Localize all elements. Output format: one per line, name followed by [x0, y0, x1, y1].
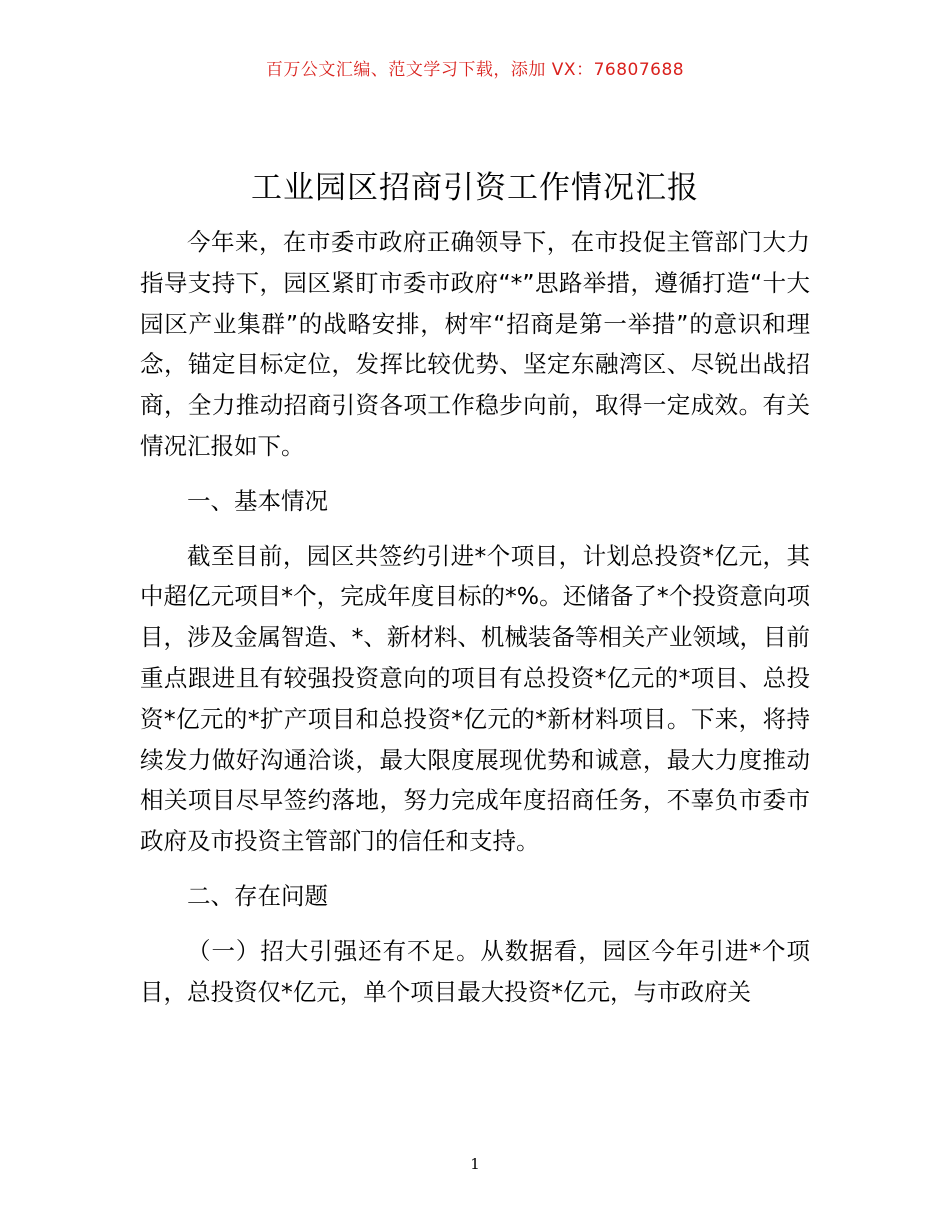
document-title: 工业园区招商引资工作情况汇报	[251, 170, 699, 206]
document-body	[140, 222, 810, 1012]
problem-paragraph-1: （一）招大引强还有不足。从数据看，园区今年引进*个项目，总投资仅*亿元，单个项目最大投资*亿元，与市政府关	[140, 936, 810, 1006]
basic-situation-paragraph: 截至目前，园区共签约引进*个项目，计划总投资*亿元，其中超亿元项目*个，完成年度目标的*%。还储备了*个投资意向项目，涉及金属智造、*、新材料、机械装备等相关产业领域，目前重点跟进且有较强投资意向的项目有总投资*亿元的*项目、总投资*亿元的*扩产项目和总投资*亿元的*新材料项目。下来，将持续发力做好沟通洽谈，最大限度展现优势和诚意，最大力度推动相关项目尽早签约落地，努力完成年度招商任务，不辜负市委市政府及市投资主管部门的信任和支持。	[140, 541, 810, 856]
section-heading-existing-problems: 二、存在问题	[187, 881, 328, 910]
section-heading-basic-situation: 一、基本情况	[187, 486, 328, 515]
page-number: 1	[470, 1155, 480, 1173]
intro-paragraph: 今年来，在市委市政府正确领导下，在市投促主管部门大力指导支持下，园区紧盯市委市政府“*”思路举措，遵循打造“十大园区产业集群”的战略安排，树牢“招商是第一举措”的意识和理念，锚定目标定位，发挥比较优势、坚定东融湾区、尽锐出战招商，全力推动招商引资各项工作稳步向前，取得一定成效。有关情况汇报如下。	[140, 228, 810, 460]
watermark-banner: 百万公文汇编、范文学习下载，添加 VX：76807688	[265, 60, 685, 80]
